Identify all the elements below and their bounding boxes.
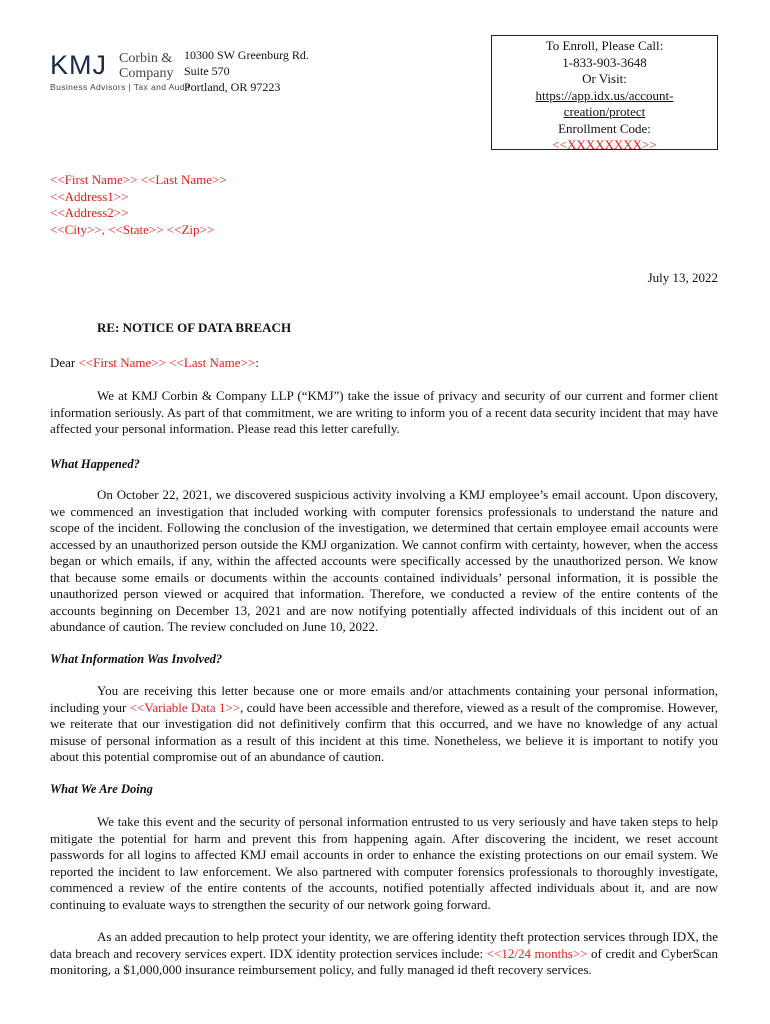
letter-date: July 13, 2022	[647, 270, 718, 285]
logo-tagline: Business Advisors | Tax and Audit	[50, 82, 190, 92]
enroll-code-label: Enrollment Code:	[558, 120, 651, 136]
logo-firm-name	[119, 51, 173, 81]
variable-data-placeholder: <<Variable Data 1>>	[129, 699, 241, 715]
address-line-1: 10300 SW Greenburg Rd.	[184, 48, 309, 62]
salutation	[50, 355, 259, 371]
term-placeholder: <<12/24 months>>	[486, 945, 588, 961]
heading-what-happened: What Happened?	[50, 457, 140, 471]
enroll-code: <<XXXXXXXX>>	[552, 137, 657, 152]
logo-firm-line2: Company	[119, 66, 174, 81]
recipient-name: <<First Name>> <<Last Name>>	[50, 172, 227, 187]
recipient-address2: <<Address2>>	[50, 205, 129, 220]
what-we-are-doing-paragraph: We take this event and the security of personal information entrusted to us very seriously and have taken steps to help mitigate the potential for harm and prevent this from happening again. After discovering the incident, we reset account passwords for all logins to affected KMJ email accounts in order to enhance the existing protections on our email system. We reported the incident to law enforcement. We also partnered with computer forensics professionals to thoroughly investigate, commenced a review of the entire contents of the accounts, notified potentially affected individuals about it, and are now continuing to evaluate ways to strengthen the security of our network going forward.	[50, 814, 718, 912]
enroll-url-line1[interactable]: https://app.idx.us/account-	[535, 87, 674, 103]
protection-text-2: of credit and CyberScan monitoring, a $1,000,000 insurance reimbursement policy, and fully managed id theft recovery services.	[50, 945, 718, 977]
company-logo	[50, 50, 190, 96]
identity-protection-paragraph	[50, 929, 718, 979]
protection-text-1: As an added precaution to help protect your identity, we are offering identity theft protection services through IDX, the data breach and recovery services expert. IDX identity protection services include:	[50, 929, 718, 961]
address-line-3: Portland, OR 97223	[184, 80, 281, 94]
recipient-address	[50, 172, 227, 238]
recipient-address1: <<Address1>>	[50, 188, 129, 204]
what-info-text-2: , could have been accessible and therefore, viewed as a result of the compromise. However, we reiterate that our investigation did not definitively confirm that this occurred, and we have no knowledge of any actual misuse of personal information as a result of this incident at this time. Nonetheless, we believe it is important to notify you about this potential compromise out of an abundance of caution.	[50, 699, 718, 764]
heading-what-we-are-doing: What We Are Doing	[50, 782, 153, 796]
enroll-phone: 1-833-903-3648	[562, 54, 647, 70]
salutation-suffix: :	[255, 355, 259, 370]
logo-mark: KMJ	[50, 50, 107, 80]
recipient-city-state-zip: <<City>>, <<State>> <<Zip>>	[50, 221, 215, 237]
what-happened-paragraph: On October 22, 2021, we discovered suspicious activity involving a KMJ employee’s email account. Upon discovery, we commenced an investigation that included working with computer forensics professionals to understand the nature and scope of the incident. Following the conclusion of the investigation, we determined that certain employee email accounts were accessed by an unauthorized person outside the KMJ organization. We cannot confirm with certainty, however, when the access began or which emails, if any, within the affected accounts were specifically accessed by the unauthorized person. We know that because some emails or documents within the accounts contained individuals’ personal information, it is possible the unauthorized person viewed or acquired that information. Therefore, we conducted a review of the entire contents of the accounts beginning on December 13, 2021 and are now notifying potentially affected individuals of this incident out of an abundance of caution. The review concluded on June 10, 2022.	[50, 487, 718, 634]
enroll-visit-label: Or Visit:	[582, 71, 627, 86]
address-line-2: Suite 570	[184, 64, 230, 78]
intro-paragraph: We at KMJ Corbin & Company LLP (“KMJ”) take the issue of privacy and security of our current and former client information seriously. As part of that commitment, we are writing to inform you of a recent data security incident that may have affected your personal information. Please read this letter carefully.	[50, 388, 718, 436]
salutation-name: <<First Name>> <<Last Name>>	[78, 355, 256, 370]
enroll-url-line2[interactable]: creation/protect	[563, 104, 646, 119]
heading-what-information: What Information Was Involved?	[50, 652, 223, 666]
salutation-prefix: Dear	[50, 355, 79, 370]
what-information-paragraph	[50, 683, 718, 766]
what-info-text-1: You are receiving this letter because one or more emails and/or attachments containing your personal information, including your	[50, 683, 718, 715]
enroll-call-label: To Enroll, Please Call:	[545, 38, 664, 53]
logo-firm-line1: Corbin &	[119, 51, 173, 66]
enrollment-box	[491, 35, 718, 150]
return-address	[184, 47, 309, 95]
subject-line: RE: NOTICE OF DATA BREACH	[97, 320, 292, 335]
